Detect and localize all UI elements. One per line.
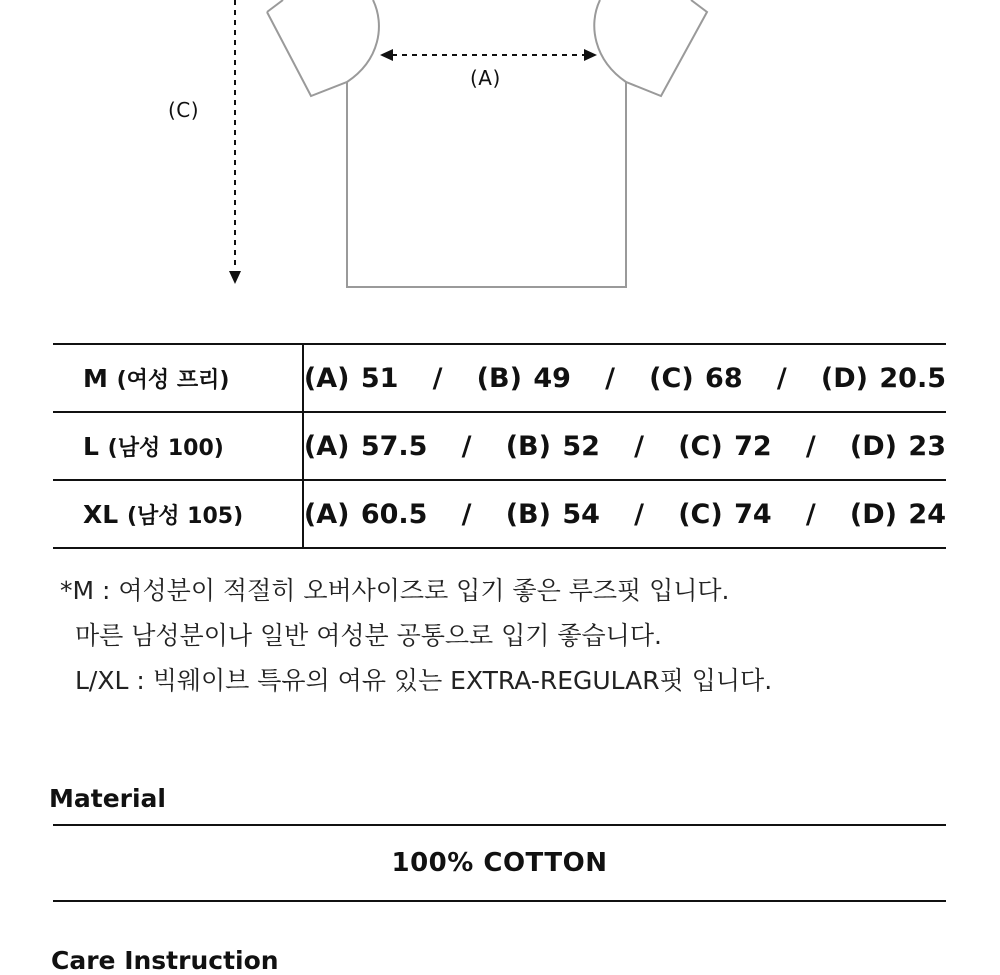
fit-note-line: L/XL : 빅웨이브 특유의 여유 있는 EXTRA-REGULAR핏 입니다. xyxy=(75,666,773,695)
material-title: Material xyxy=(49,784,166,813)
fit-note-line: 마른 남성분이나 일반 여성분 공통으로 입기 좋습니다. xyxy=(75,621,662,650)
width-arrow-a xyxy=(380,49,597,61)
fit-note-line: *M : 여성분이 적절히 오버사이즈로 입기 좋은 루즈핏 입니다. xyxy=(60,576,730,605)
size-name: XL xyxy=(83,499,119,529)
diagram-label-a: (A) xyxy=(470,66,501,90)
size-table xyxy=(53,343,946,549)
size-name: L xyxy=(83,431,99,461)
size-note: (남성 105) xyxy=(126,503,244,529)
size-note: (여성 프리) xyxy=(116,367,230,393)
table-row xyxy=(53,480,946,548)
table-row xyxy=(53,344,946,412)
size-name: M xyxy=(83,363,108,393)
fit-notes xyxy=(60,568,772,703)
size-cell xyxy=(53,344,303,412)
size-cell xyxy=(53,412,303,480)
tshirt-size-diagram xyxy=(0,0,1000,300)
tshirt-outline xyxy=(267,0,707,287)
measurements-cell: (A) 51 / (B) 49 / (C) 68 / (D) 20.5 xyxy=(303,344,946,412)
length-arrow-c xyxy=(229,0,241,284)
material-value: 100% COTTON xyxy=(53,824,946,902)
measurements-cell: (A) 60.5 / (B) 54 / (C) 74 / (D) 24 xyxy=(303,480,946,548)
care-instruction-title: Care Instruction xyxy=(51,946,279,975)
diagram-label-c: (C) xyxy=(168,98,200,122)
size-cell xyxy=(53,480,303,548)
size-note: (남성 100) xyxy=(107,435,224,461)
table-row xyxy=(53,412,946,480)
measurements-cell: (A) 57.5 / (B) 52 / (C) 72 / (D) 23 xyxy=(303,412,946,480)
